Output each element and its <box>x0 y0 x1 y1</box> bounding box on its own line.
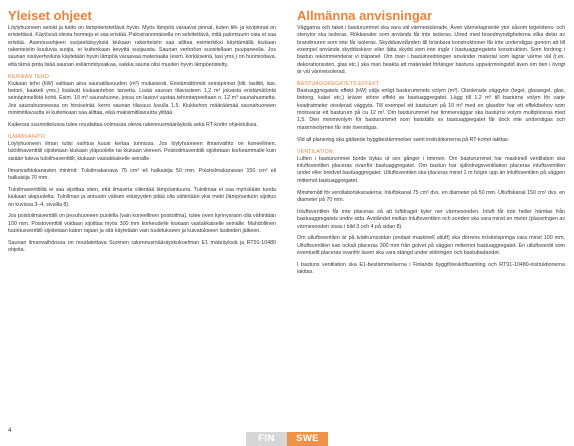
subheading-ventilation-sv: VENTILATION <box>297 148 333 155</box>
paragraph-duct-minimums-sv: Minimimått för ventilationskanalerna: Inluftskanal 75 cm² dvs. en diameter på 50 mm. Utluftskanal 150 cm² dvs. en diameter på 70 mm. <box>297 189 565 203</box>
paragraph-regulations-sv: Vid all planering ska gällande byggbestämmelser samt instruktionerna på RT-kortet iakttas. <box>297 136 510 143</box>
page-number: 4 <box>8 428 12 434</box>
section-title-sv: Allmänna anvisningar <box>297 8 433 23</box>
paragraph-ventilation-rules-sv: I bastuns ventilation ska E1-bestämmelserna i Finlands byggföreskriftsamling och RT91-10480-instruktionerna iakttas. <box>297 262 565 276</box>
paragraph-ventilation-sv: Luften i basturummet borde bytas ut sex gånger i timmen. Om basturummet har maskinell ventilation ska inluftsventilen placeras ovanför bastuaggregatet. Om bastun har självdragsventilation placeras inluftsventilen under eller bredvid bastuaggregatet. Utluftsventilen ska placeras minst 1 m högre upp än inluftsventilen på väggen mittemot bastuaggregatet. <box>297 155 565 184</box>
paragraph-ventilation-rules-fi: Saunan ilmanvaihdossa on noudatettava Suomen rakennusmääräyskokoelman E1 määräyksiä ja RT91-10480 ohjeita. <box>8 240 276 254</box>
section-title-fi: Yleiset ohjeet <box>8 8 92 23</box>
subheading-heater-power-fi: KIUKAAN TEHO <box>8 73 49 80</box>
paragraph-intro-sv: Väggarna och taket i basturummet ska vara väl värmeisolerade. Även värmelagrande ytor såsom tegelstens- och stenytor ska isoleras. Rökkanaler som används får inte isoleras. Utred med brandmyndigheterna vilka delar av brandmuren som inte får isoleras. Skyddsavstånden till bränbara konstruktioner får inte understigas genom att till exempel använda skyddsskivor eller lätta skydd som inte ingår i bastuaggregatets konstruktion. Som fordring i bastun rekommenderar vi träpanel. Om man i bastuinredningen använder material som lagrar värme väl (t.ex. dekorationssten, glas etc.) ska man beakta att materialet förlänger bastuns uppvärmningstid även om den i övrigt är väl värmeisolerad. <box>297 25 565 76</box>
paragraph-ventilation-fi: Löylyhuoneen ilman tulisi vaihtua kuusi kertaa tunnissa. Jos löylyhuoneen ilmanvaihto on koneellinen, tuloilmaventtiili sijoitetaan kiukaan yläpuolelle tai kiukaan viereen. Poistoilmaventtiili sijoitetaan korkeammalle kuin sisään tuleva tuloilmaventtiili, kiukaan vastakkaiselle seinälle. <box>8 140 276 162</box>
tab-swe[interactable]: SWE <box>287 432 328 446</box>
paragraph-heater-power-sv: Bastuaggregatets effekt (kW) väljs enligt basturummets volym (m³). Oisolerade väggytor (tegel, glassegel, glas, betong, kakel etc.) kräver större effekt av bastuaggregatet. Lägg till 1,2 m³ till basturns volym för varje kvadratmeter oisolerad väggyta. Till exempel ett basturum på 10 m³ med en glasdörr har ett effektbehov som motsvarar ett basturum på ca 12 m³. Om basturummet har timmerväggar ska basturns volym multipliceras med 1,5. Den minimivolym för basturummet som fastställs av bastuaggregatet får dock inte understigas och maximivolymen får inte överstigas. <box>297 88 565 131</box>
subheading-heater-power-sv: BASTUAGGREGATETS EFFEKT <box>297 81 380 87</box>
paragraph-inlet-placement-sv: Inluftsventilen får inte placeras så att luftdraget kyler ner värmesonden. Inluft får inte heller hämtas från bastuaggregatets undre sida. Avståndet mellan inluftsventilen och sonden ska vara minst en meter (placeringen av värmesonden visas i bild 3 och 4 på sidan 8). <box>297 208 565 230</box>
swedish-column <box>297 8 565 281</box>
paragraph-outlet-placement-sv: Om utluftsventilen är på tvättrumssidan (endast maskinell utluft) ska dörrens tröskelspringa vara minst 100 mm. Utluftsventilen kan också placeras 300 mm från golvet på väggen mittemot bastuaggregatet. En utluftsventil som eventuellt placeras ovanför laven ska vara stängd under eldningen och bastubadandet. <box>297 235 565 257</box>
language-tabs <box>246 432 328 446</box>
subheading-ventilation-fi: ILMANVAIHTO <box>8 133 45 140</box>
finnish-column <box>8 8 276 259</box>
paragraph-heater-power-fi: Kiukaan teho (kW) valitaan aina saunatilavuuden (m³) mukaisesti. Eristämättömät seinäpinnat (tiili, lasiliiti, lasi, betoni, kaakeli yms.) lisäävät kiukaantehon tarvetta. Lisää saunan tilavuuteen 1,2 m³ jokaista eristämätöntä seinäpinneliötä kohti. Esim. 10 m³ saunahuone, jossa on lasiovi vastaa tehontarpeeltaan n. 12 m³ saunahuonetta. Jos saunahuoneessa on hirsiseinät, kerro saunan tilavuus luvulla 1,5. Kiukkehon määräämää saunahuoneen minimitilavuutta ei kuitenkaan saa alittaa, eikä maksimitilavuutta ylittää. <box>8 80 276 117</box>
tab-fin[interactable]: FIN <box>246 432 287 446</box>
paragraph-inlet-placement-fi: Tuloilmaventtiiliä ei saa sijoittaa siten, että ilmavirta viilentää lämpöantuuria. Tuloilmaa ei saa myöskään tuoda kiukaan alapuolelta. Tuloilman ja antuurin välisen etäisyyden pitää olla vähintään yksi metri (lämpöanturin sijoitus on kuvissa 3–4, sivuilla 8). <box>8 186 276 208</box>
paragraph-duct-minimums-fi: Ilmanvaihtokanavien minimit: Tuloilmakanava 75 cm² eli halkaisija 50 mm. Poistoilmakanavan 150 cm² eli halkaisija 70 mm. <box>8 167 276 181</box>
paragraph-outlet-placement-fi: Jos poistoilmaventtiili on pesuhuoneen puolella (vain koneellinen poistoilma), tulee oven kynnysraon olla vähintään 100 mm. Poistoventtiili voidaan sijoittaa myös 300 mm korkeudelle kiukaan vastakkaiselle seinälle. Mahdollinen tuuletusventtiili sijoitetaan katon rajaan ja sitä käytetään vain tuuletukseen ja kuivatukseen lauteiden jälkeen. <box>8 213 276 235</box>
paragraph-intro-fi: Löylyhuoneen seinät ja katto on lämpöeristettävä hyvin. Myös lämpöä varaavat pinnat, kuten tiili- ja kivipinnat on eristettävä. Käytössä olevia hormeja ei saa eristää. Paloviranomaisella on selvitettävä, mitä palomuurin osia ei saa eristää. Asennusohjeen suojaetäisyyksiä kiukaan rakenteisiin saa alittaa esimerkiksi käyttämällä kiukaan rakenteisiin kuuluvia suojia, ei kuitenkaan kevyttä suojausta. Saunan verhoilun suositellaan puupaneelia. Jos saunan sisäverhoiluna käytetään hyvin lämpöä varaavaa materiaalia (esim. korkkiseinä, lasi yms.) on huomioitava, että tämä pinta lisää saunan esilämmitysaikaa, vaikka sauna olisi muuten hyvin lämpöeristetty. <box>8 25 276 68</box>
paragraph-regulations-fi: Kaikessa suunnittelussa tulee noudattaa voimassa olevia rakennusmääräyksiä sekä RT-kortin ohjeistuksia. <box>8 121 258 128</box>
